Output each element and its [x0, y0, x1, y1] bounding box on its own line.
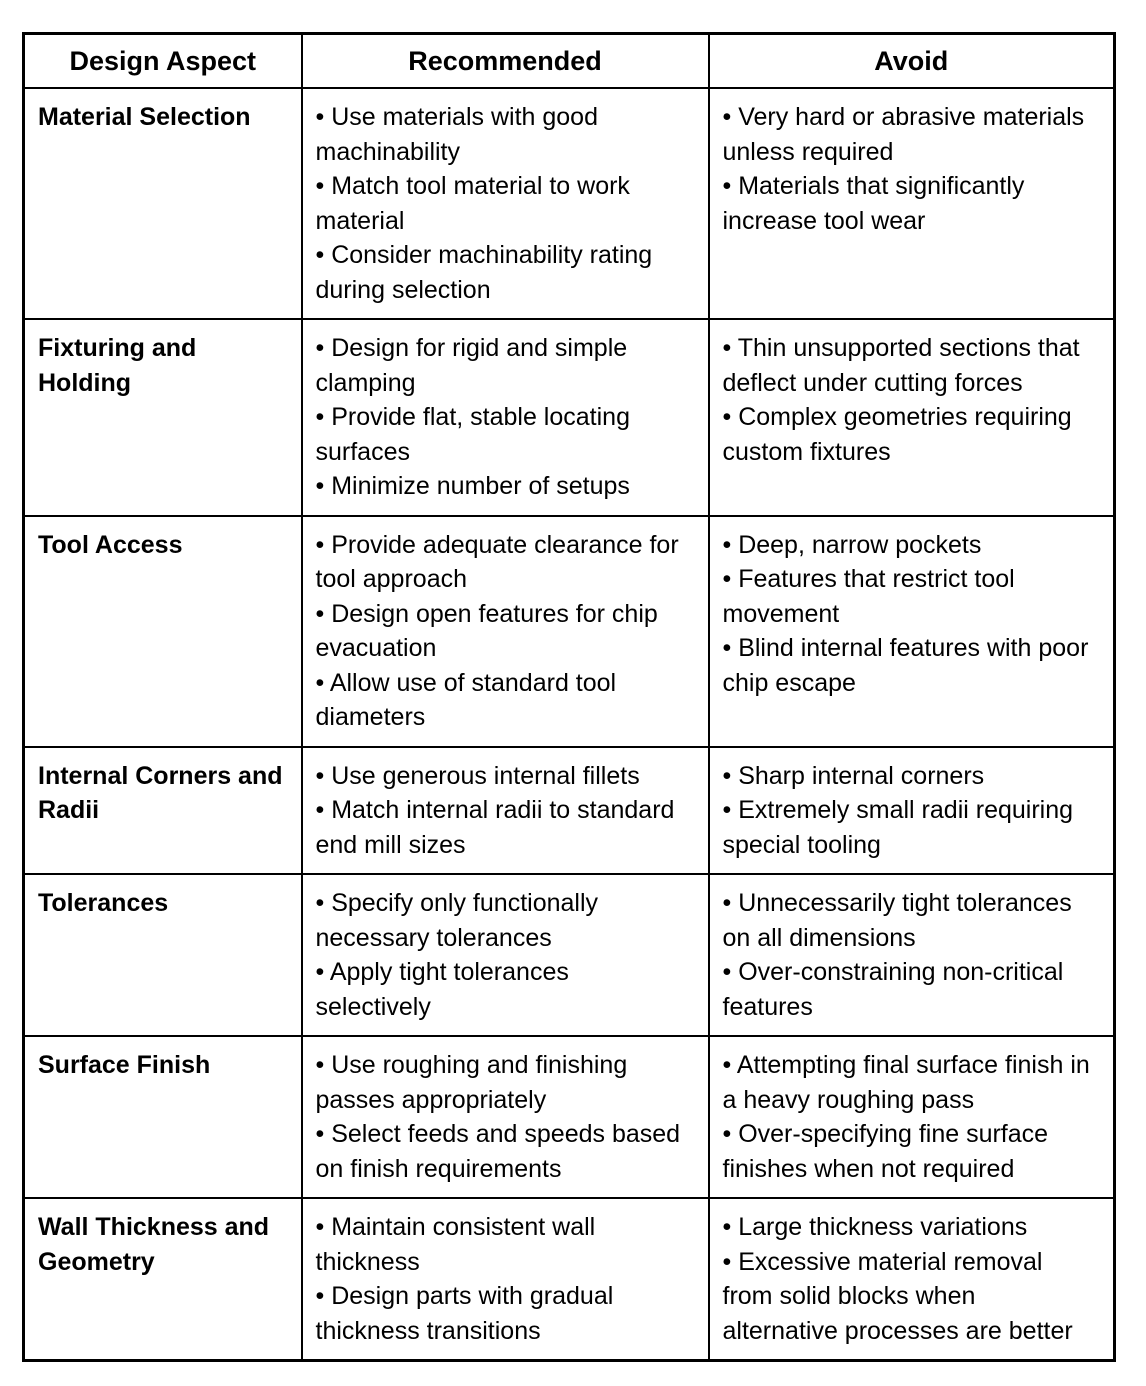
design-guidelines-table: [22, 32, 1116, 1362]
row-header-aspect: Material Selection: [24, 88, 302, 319]
row-header-aspect: Wall Thickness and Geometry: [24, 1198, 302, 1361]
bullet-item: • Apply tight tolerances selectively: [315, 958, 569, 1021]
bullet-item: • Use roughing and finishing passes appropriately: [315, 1051, 628, 1114]
bullet-item: • Over-constraining non-critical features: [722, 958, 1064, 1021]
table-row: [24, 88, 1115, 319]
bullet-item: • Provide adequate clearance for tool approach: [315, 530, 679, 593]
table-row: [24, 1036, 1115, 1198]
bullet-item: • Features that restrict tool movement: [722, 565, 1015, 628]
row-header-aspect: Tolerances: [24, 874, 302, 1036]
column-header-recommended: Recommended: [302, 34, 709, 89]
recommended-cell: [302, 516, 709, 747]
bullet-item: • Attempting final surface finish in a heavy roughing pass: [722, 1051, 1090, 1114]
table-row: [24, 874, 1115, 1036]
recommended-cell: [302, 319, 709, 516]
bullet-item: • Use generous internal fillets: [315, 761, 640, 790]
avoid-cell: [709, 88, 1115, 319]
bullet-item: • Maintain consistent wall thickness: [315, 1213, 596, 1276]
avoid-cell: [709, 319, 1115, 516]
table-row: [24, 1198, 1115, 1361]
recommended-cell: [302, 88, 709, 319]
avoid-cell: [709, 874, 1115, 1036]
bullet-item: • Use materials with good machinability: [315, 103, 598, 166]
bullet-item: • Blind internal features with poor chip escape: [722, 634, 1089, 697]
bullet-item: • Excessive material removal from solid blocks when alternative processes are better: [722, 1247, 1073, 1345]
bullet-item: • Deep, narrow pockets: [722, 530, 982, 559]
bullet-item: • Design open features for chip evacuation: [315, 599, 658, 662]
bullet-item: • Consider machinability rating during selection: [315, 241, 653, 304]
table-row: [24, 319, 1115, 516]
bullet-item: • Specify only functionally necessary tolerances: [315, 889, 599, 952]
recommended-cell: [302, 1198, 709, 1361]
recommended-cell: [302, 1036, 709, 1198]
header-row: [24, 34, 1115, 89]
bullet-item: • Materials that significantly increase tool wear: [722, 172, 1025, 235]
bullet-item: • Design for rigid and simple clamping: [315, 334, 628, 397]
row-header-aspect: Tool Access: [24, 516, 302, 747]
bullet-item: • Design parts with gradual thickness transitions: [315, 1282, 614, 1345]
table-body: [24, 88, 1115, 1361]
bullet-item: • Large thickness variations: [722, 1213, 1028, 1241]
row-header-aspect: Internal Corners and Radii: [24, 747, 302, 875]
table-row: [24, 516, 1115, 747]
bullet-item: • Thin unsupported sections that deflect under cutting forces: [722, 334, 1080, 397]
column-header-avoid: Avoid: [709, 34, 1115, 89]
column-header-design-aspect: Design Aspect: [24, 34, 302, 89]
bullet-item: • Minimize number of setups: [315, 472, 630, 500]
bullet-item: • Match tool material to work material: [315, 172, 630, 235]
recommended-cell: [302, 874, 709, 1036]
bullet-item: • Complex geometries requiring custom fixtures: [722, 403, 1072, 466]
bullet-item: • Over-specifying fine surface finishes when not required: [722, 1120, 1049, 1183]
avoid-cell: [709, 747, 1115, 875]
avoid-cell: [709, 516, 1115, 747]
bullet-item: • Match internal radii to standard end mill sizes: [315, 796, 675, 859]
bullet-item: • Extremely small radii requiring special tooling: [722, 796, 1074, 859]
bullet-item: • Select feeds and speeds based on finish requirements: [315, 1120, 681, 1183]
bullet-item: • Very hard or abrasive materials unless required: [722, 103, 1085, 166]
row-header-aspect: Surface Finish: [24, 1036, 302, 1198]
bullet-item: • Sharp internal corners: [722, 761, 985, 790]
row-header-aspect: Fixturing and Holding: [24, 319, 302, 516]
avoid-cell: [709, 1036, 1115, 1198]
table-row: [24, 747, 1115, 875]
bullet-item: • Unnecessarily tight tolerances on all dimensions: [722, 889, 1072, 952]
recommended-cell: [302, 747, 709, 875]
bullet-item: • Allow use of standard tool diameters: [315, 668, 617, 731]
bullet-item: • Provide flat, stable locating surfaces: [315, 403, 630, 466]
avoid-cell: [709, 1198, 1115, 1361]
